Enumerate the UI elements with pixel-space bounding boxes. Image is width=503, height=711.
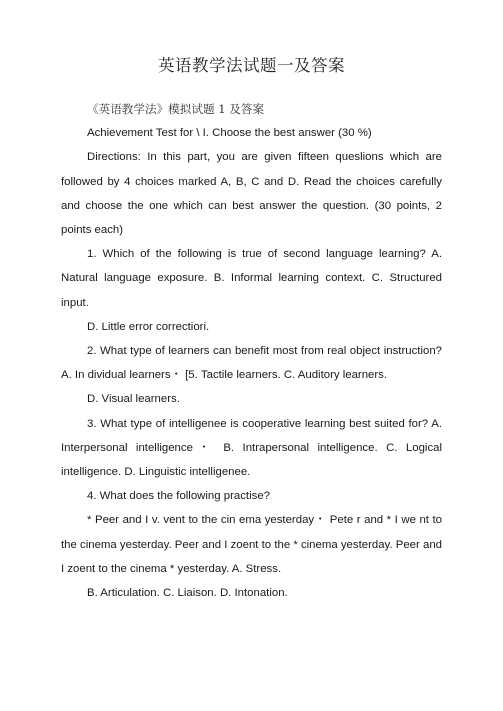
question-4-options: B. Articulation. C. Liaison. D. Intonation. <box>87 587 288 600</box>
directions-paragraph: Directions: In this part, you are given fifteen queslions which are followed by 4 choices marked A, B, C and D. Read the choices carefully and choose the one which can best answer the question. (30 points, 2 points each) <box>61 151 442 237</box>
question-1-option-d: D. Little error correctiori. <box>87 320 210 333</box>
section-heading: Achievement Test for \ I. Choose the best answer (30 %) <box>87 127 372 140</box>
question-2-option-d: D. Visual learners. <box>87 393 180 406</box>
question-4-body: * Peer and I v. vent to the cin ema yesterday・ Pete r and * I we nt to the cinema yesterday. Peer and I zoent to the * cinema yesterday. Peer and I zoent to the cinema * yesterday. A. Stress. <box>61 514 442 575</box>
question-4: 4. What does the following practise? <box>87 490 270 503</box>
document-body <box>61 97 442 605</box>
question-1: 1. Which of the following is true of second language learning? A. Natural language exposure. B. Informal learning context. C. Structured input. <box>61 248 442 309</box>
question-2: 2. What type of learners can benefit most from real object instruction? A. In dividual learners・ [5. Tactile learners. C. Auditory learners. <box>61 345 442 382</box>
document-subtitle: 《英语教学法》模拟试题 1 及答案 <box>87 102 265 116</box>
document-title: 英语教学法试题一及答案 <box>158 56 345 75</box>
question-3: 3. What type of intelligenee is cooperative learning best suited for? A. Interpersonal intelligence・ B. Intrapersonal intelligence. C. Logical intelligence. D. Linguistic intelligenee. <box>61 417 442 479</box>
